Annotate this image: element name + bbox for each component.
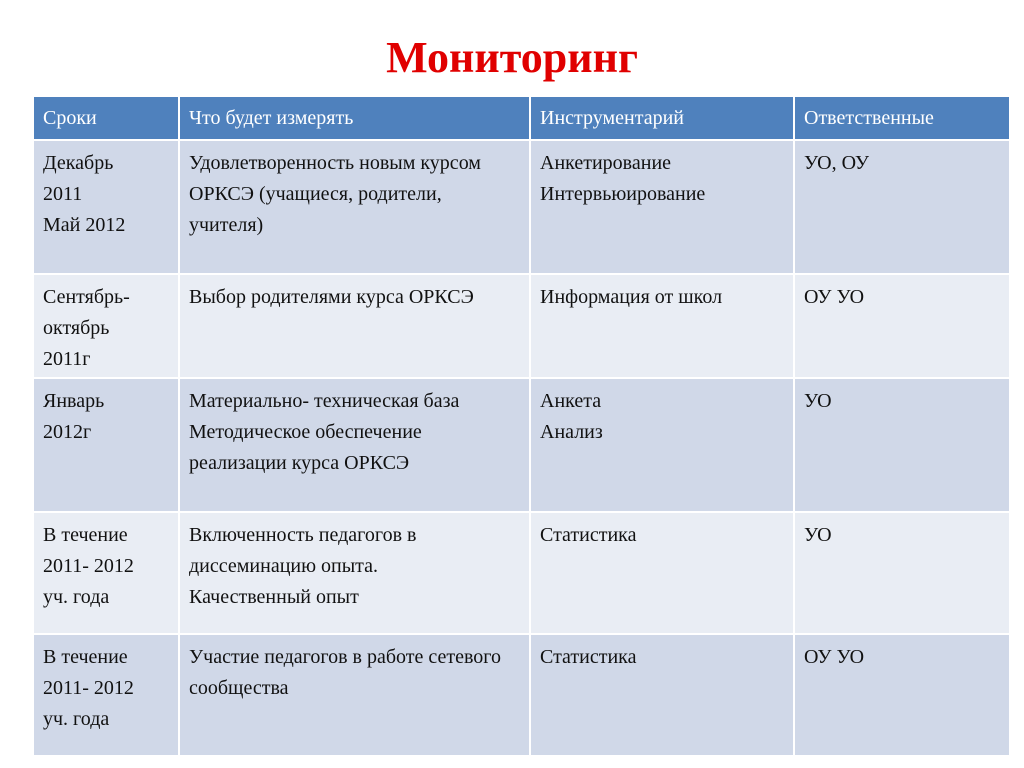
table-row (33, 512, 1010, 634)
cell-period: Декабрь 2011 Май 2012 (33, 140, 179, 274)
cell-period: В течение 2011- 2012 уч. года (33, 634, 179, 756)
cell-period: В течение 2011- 2012 уч. года (33, 512, 179, 634)
header-responsible: Ответственные (794, 96, 1010, 140)
cell-measure: Участие педагогов в работе сетевого сообщества (179, 634, 530, 756)
cell-measure: Материально- техническая база Методическое обеспечение реализации курса ОРКСЭ (179, 378, 530, 512)
cell-responsible: ОУ УО (794, 274, 1010, 378)
cell-responsible: УО (794, 378, 1010, 512)
header-period: Сроки (33, 96, 179, 140)
cell-tools: Информация от школ (530, 274, 794, 378)
cell-tools: Статистика (530, 634, 794, 756)
cell-measure: Включенность педагогов в диссеминацию опыта. Качественный опыт (179, 512, 530, 634)
header-tools: Инструментарий (530, 96, 794, 140)
cell-measure: Удовлетворенность новым курсом ОРКСЭ (учащиеся, родители, учителя) (179, 140, 530, 274)
cell-period: Январь 2012г (33, 378, 179, 512)
table-row (33, 634, 1010, 756)
table-row (33, 140, 1010, 274)
cell-tools: Анкетирование Интервьюирование (530, 140, 794, 274)
cell-responsible: ОУ УО (794, 634, 1010, 756)
slide-title: Мониторинг (386, 33, 638, 82)
cell-responsible: УО, ОУ (794, 140, 1010, 274)
cell-tools: Анкета Анализ (530, 378, 794, 512)
table-row (33, 378, 1010, 512)
cell-tools: Статистика (530, 512, 794, 634)
cell-measure: Выбор родителями курса ОРКСЭ (179, 274, 530, 378)
header-measure: Что будет измерять (179, 96, 530, 140)
table-row (33, 274, 1010, 378)
cell-period: Сентябрь- октябрь 2011г (33, 274, 179, 378)
monitoring-table (32, 95, 1011, 757)
table-header-row (33, 96, 1010, 140)
cell-responsible: УО (794, 512, 1010, 634)
